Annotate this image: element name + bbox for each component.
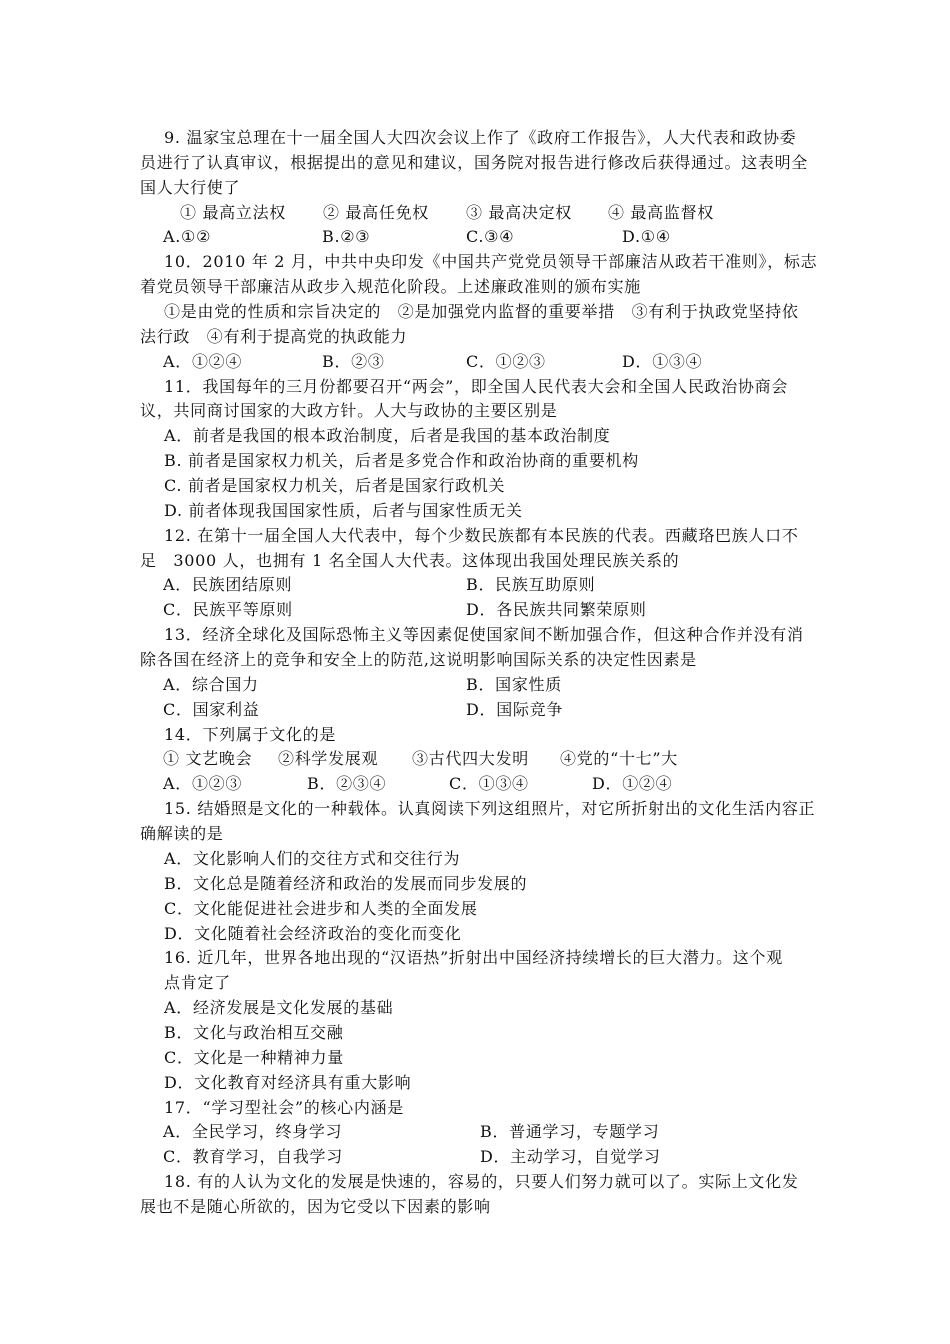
q13-options-row-1 [140,673,820,698]
q14-statement-2: ②科学发展观 [278,749,379,769]
q14-statement-1: ① 文艺晚会 [163,749,253,769]
q12-option-c: C．民族平等原则 [163,600,293,620]
q9-statement-4: ④ 最高监督权 [608,202,714,222]
q16-stem-line-2: 点肯定了 [164,973,231,993]
q14-option-d: D．①②④ [592,774,673,794]
q11-option-d: D. 前者体现我国国家性质，后者与国家性质无关 [164,500,523,520]
q10-statement-line-2: 法行政 ④有利于提高党的执政能力 [140,326,408,346]
q15-option-c: C．文化能促进社会进步和人类的全面发展 [164,898,478,918]
q12-stem-line-1: 12. 在第十一届全国人大代表中，每个少数民族都有本民族的代表。西藏珞巴族人口不 [164,525,799,545]
q17-option-b: B．普通学习，专题学习 [480,1122,660,1142]
q10-options [140,350,820,375]
q11-option-c: C. 前者是国家权力机关，后者是国家行政机关 [164,476,506,496]
q18-stem-line-1: 18. 有的人认为文化的发展是快速的，容易的，只要人们努力就可以了。实际上文化发 [164,1172,799,1192]
q14-option-a: A．①②③ [163,774,243,794]
q10-statement-line-1: ①是由党的性质和宗旨决定的 ②是加强党内监督的重要举措 ③有利于执政党坚持依 [164,302,799,322]
q13-option-d: D．国际竞争 [466,699,564,719]
q10-stem-line-1: 10．2010 年 2 月，中共中央印发《中国共产党党员领导干部廉洁从政若干准则》，标志 [164,252,818,272]
q15-option-d: D．文化随着社会经济政治的变化而变化 [164,923,462,943]
q14-statement-4: ④党的“十七”大 [560,749,678,769]
q12-options-row-1 [140,573,820,598]
q9-stem-line-3: 国人大行使了 [140,177,241,197]
q10-option-a: A．①②④ [163,351,243,371]
q9-option-c: C.③④ [466,227,515,247]
q12-option-b: B．民族互助原则 [466,575,596,595]
q14-statements [140,747,820,772]
q11-stem-line-2: 议，共同商讨国家的大政方针。人大与政协的主要区别是 [140,401,558,421]
q17-options-row-2 [140,1145,820,1170]
q14-statement-3: ③古代四大发明 [412,749,529,769]
q9-option-a: A.①② [163,227,212,247]
q12-option-a: A．民族团结原则 [163,575,293,595]
exam-page [140,126,820,1220]
q12-option-d: D．各民族共同繁荣原则 [466,600,647,620]
q10-stem-line-2: 着党员领导干部廉洁从政步入规范化阶段。上述廉政准则的颁布实施 [140,277,642,297]
q14-option-b: B．②③④ [307,774,387,794]
q14-option-c: C．①③④ [449,774,529,794]
q9-stem-line-2: 员进行了认真审议，根据提出的意见和建议，国务院对报告进行修改后获得通过。这表明全 [140,152,809,172]
q15-stem-line-2: 确解读的是 [140,824,224,844]
q10-option-b: B．②③ [322,351,385,371]
q17-options-row-1 [140,1120,820,1145]
q9-option-b: B.②③ [322,227,371,247]
q13-option-b: B．国家性质 [466,674,562,694]
q16-option-a: A．经济发展是文化发展的基础 [164,998,394,1018]
q11-option-b: B. 前者是国家权力机关，后者是多党合作和政治协商的重要机构 [164,451,639,471]
q9-stem-line-1: 9. 温家宝总理在十一届全国人大四次会议上作了《政府工作报告》，人大代表和政协委 [164,128,797,147]
q9-statement-3: ③ 最高决定权 [466,202,572,222]
q16-option-d: D．文化教育对经济具有重大影响 [164,1072,412,1092]
q9-statement-1: ① 最高立法权 [180,202,286,222]
q13-stem-line-2: 除各国在经济上的竞争和安全上的防范,这说明影响国际关系的决定性因素是 [140,650,697,670]
q10-option-d: D．①③④ [622,351,703,371]
q15-stem-line-1: 15. 结婚照是文化的一种载体。认真阅读下列这组照片，对它所折射出的文化生活内容正 [164,799,816,819]
q16-option-b: B．文化与政治相互交融 [164,1022,344,1042]
q14-options [140,772,820,797]
q11-option-a: A．前者是我国的根本政治制度，后者是我国的基本政治制度 [164,426,611,446]
q17-option-d: D．主动学习，自觉学习 [480,1147,661,1167]
q15-option-b: B．文化总是随着经济和政治的发展而同步发展的 [164,873,528,893]
q18-stem-line-2: 展也不是随心所欲的，因为它受以下因素的影响 [140,1196,491,1216]
q13-option-a: A．综合国力 [163,674,259,694]
q9-statement-2: ② 最高任免权 [323,202,429,222]
q9-options [140,225,820,250]
q13-options-row-2 [140,698,820,723]
q16-option-c: C．文化是一种精神力量 [164,1047,344,1067]
q15-option-a: A．文化影响人们的交往方式和交往行为 [164,848,461,868]
q10-option-c: C．①②③ [466,351,546,371]
q17-option-c: C．教育学习，自我学习 [163,1147,343,1167]
q14-stem-line-1: 14．下列属于文化的是 [164,724,337,744]
q13-stem-line-1: 13．经济全球化及国际恐怖主义等因素促使国家间不断加强合作，但这种合作并没有消 [164,625,804,645]
q12-stem-line-2: 足 3000 人，也拥有 1 名全国人大代表。这体现出我国处理民族关系的 [140,550,680,570]
q17-option-a: A．全民学习，终身学习 [163,1122,343,1142]
q16-stem-line-1: 16. 近几年，世界各地出现的“汉语热”折射出中国经济持续增长的巨大潜力。这个观 [164,948,783,968]
q9-statements [140,201,820,226]
q9-option-d: D.①④ [622,227,671,247]
q12-options-row-2 [140,598,820,623]
q11-stem-line-1: 11．我国每年的三月份都要召开“两会”，即全国人民代表大会和全国人民政治协商会 [164,376,789,396]
q13-option-c: C．国家利益 [163,699,260,719]
q17-stem-line-1: 17．“学习型社会”的核心内涵是 [164,1097,404,1117]
